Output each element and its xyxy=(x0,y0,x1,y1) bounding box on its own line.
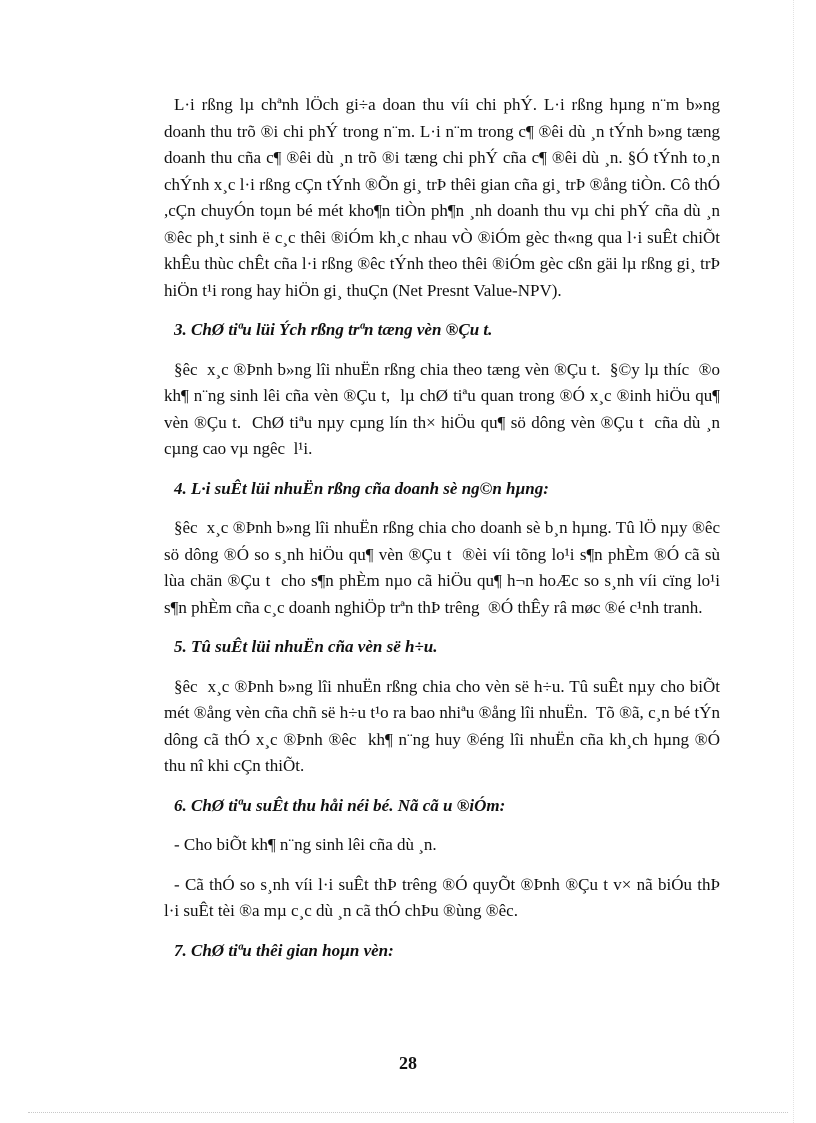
page-edge-rule xyxy=(793,0,794,1123)
heading-section-6: 6. ChØ tiªu suÊt thu håi néi bé. Nã cã u ®iÓm: xyxy=(174,795,506,815)
paragraph-section-5: §êc x¸c ®Þnh b»ng lîi nhuËn rßng chia cho vèn së h÷u. Tû suÊt nµy cho biÕt mét ®ång vèn cña chñ së h÷u t¹o ra bao nhiªu ®ång lîi nhuËn. Tõ ®ã, c¸n bé tÝn dông cã thÓ x¸c ®Þnh ®êc kh¶ n¨ng huy ®éng lîi nhuËn cña kh¸ch hµng ®Ó thu nî khi cÇn thiÕt. xyxy=(164,676,729,775)
heading-section-5: 5. Tû suÊt lüi nhuËn cña vèn së h÷u. xyxy=(174,637,438,656)
document-body xyxy=(164,92,729,977)
heading-section-4: 4. L·i suÊt lüi nhuËn rßng cña doanh sè ng©n hµng: xyxy=(174,478,549,498)
heading-section-7: 7. ChØ tiªu thêi gian hoµn vèn: xyxy=(174,940,394,960)
paragraph-section-3: §êc x¸c ®Þnh b»ng lîi nhuËn rßng chia theo tæng vèn ®Çu t. §©y lµ thíc ®o kh¶ n¨ng sinh lêi cña vèn ®Çu t, lµ chØ tiªu quan trong ®Ó x¸c ®inh hiÖu qu¶ vèn ®Çu t. ChØ tiªu nµy cµng lín th× hiÖu qu¶ sö dông vèn ®Çu t cña dù ¸n cµng cao vµ ngêc l¹i. xyxy=(164,359,725,458)
bullet-item: - Cho biÕt kh¶ n¨ng sinh lêi cña dù ¸n. xyxy=(174,835,437,854)
bullet-item: - Cã thÓ so s¸nh víi l·i suÊt thÞ trêng ®Ó quyÕt ®Þnh ®Çu t v× nã biÓu thÞ l·i suÊt tèi ®a mµ c¸c dù ¸n cã thÓ chÞu ®ùng ®êc. xyxy=(164,874,720,920)
paragraph-net-profit: L·i rßng lµ chªnh lÖch gi÷a doan thu víi chi phÝ. L·i rßng hµng n¨m b»ng doanh thu trõ ®i chi phÝ trong n¨m. L·i n¨m trong c¶ ®êi dù ¸n tÝnh b»ng tæng doanh thu cña c¶ ®êi dù ¸n trõ ®i tæng chi phÝ cña c¶ ®êi dù ¸n. §Ó tÝnh to¸n chÝnh x¸c l·i rßng cÇn tÝnh ®Õn gi¸ trÞ thêi gian cña gi¸ trÞ ®ång tiÒn. Cô thÓ ,cÇn chuyÓn toµn bé mét kho¶n tiÒn ph¶n ¸nh doanh thu vµ chi phÝ cña dù ¸n ®êc ph¸t sinh ë c¸c thêi ®iÓm kh¸c nhau vÒ ®iÓm gèc th«ng qua l·i suÊt chiÕt khÊu thùc chÊt cña l·i rßng ®êc tÝnh theo thêi ®iÓm gèc cßn gäi lµ rßng gi¸ trÞ hiÖn t¹i rong hay hiÖn gi¸ thuÇn (Net Presnt Value-NPV). xyxy=(164,95,725,300)
heading-section-3: 3. ChØ tiªu lüi Ých rßng trªn tæng vèn ®Çu t. xyxy=(174,320,493,339)
paragraph-section-4: §êc x¸c ®Þnh b»ng lîi nhuËn rßng chia cho doanh sè b¸n hµng. Tû lÖ nµy ®êc sö dông ®Ó so s¸nh hiÖu qu¶ vèn ®Çu t ®èi víi tõng lo¹i s¶n phÈm ®Ó cã sù lùa chän ®Çu t cho s¶n phÈm nµo cã hiÖu qu¶ h¬n hoÆc so s¸nh víi cïng lo¹i s¶n phÈm cña c¸c doanh nghiÖp trªn thÞ trêng ®Ó thÊy râ møc ®é c¹nh tranh. xyxy=(164,518,729,617)
footer-rule xyxy=(28,1112,788,1113)
page-number: 28 xyxy=(399,1053,417,1073)
